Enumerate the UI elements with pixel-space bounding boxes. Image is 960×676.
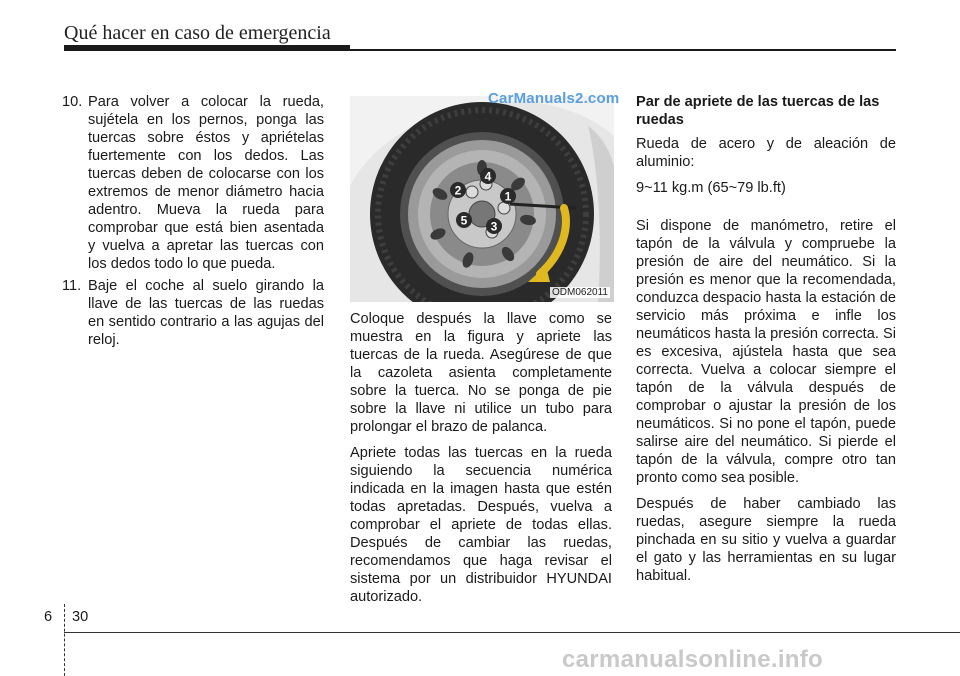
nut-number-2: 2 [454, 183, 462, 198]
list-text: Para volver a colocar la rueda, sujétela en los pernos, ponga las tuercas sobre éstos y apriételas fuertemente con los dedos. Las tuercas deben de colocarse con los extremos de menor diámetro hacia adentro. Mueva la rueda para comprobar que está bien asentada y vuelva a apretar las tuercas con los dedos todo lo que pueda. [88, 94, 324, 272]
header-rule-thin [64, 49, 896, 51]
column-left [62, 93, 324, 353]
paragraph-sequence: Apriete todas las tuercas en la rueda siguiendo la secuencia numérica indicada en la imagen hasta que estén todas apretadas. Después, vuelva a comprobar el apriete de todas ellas. Después de cambiar las ruedas, recomendamos que haga revisar el sistema por un distribuidor HYUNDAI autorizado. [350, 445, 612, 605]
list-number: 10. [62, 94, 83, 110]
nut-number-4: 4 [484, 169, 492, 184]
footer-rule [64, 632, 960, 633]
column-middle [350, 310, 612, 614]
column-right [636, 93, 896, 593]
watermark-carmanuals: CarManuals2.com [488, 90, 620, 107]
list-item-10 [62, 93, 324, 273]
wheel-illustration [350, 96, 614, 302]
nut-number-3: 3 [490, 219, 498, 234]
paragraph-torque-value: 9~11 kg.m (65~79 lb.ft) [636, 180, 786, 196]
list-text: Baje el coche al suelo girando la llave de las tuercas de las ruedas en sentido contrario a las agujas del reloj. [88, 278, 324, 348]
chapter-number: 6 [44, 609, 53, 625]
footer-divider [64, 604, 65, 676]
paragraph-wrench: Coloque después la llave como se muestra en la figura y apriete las tuercas de la rueda. Asegúrese de que la cazoleta asienta completamente sobre la tuerca. No se ponga de pie sobre la llave ni utilice un tubo para prolongar el brazo de palanca. [350, 311, 612, 435]
header-title: Qué hacer en caso de emergencia [64, 22, 331, 44]
wheel-figure [350, 96, 614, 302]
figure-code: ODM062011 [552, 287, 608, 298]
nut-number-5: 5 [460, 213, 468, 228]
nut-number-1: 1 [504, 189, 512, 204]
paragraph-rim-type: Rueda de acero y de aleación de aluminio: [636, 136, 896, 170]
paragraph-storage: Después de haber cambiado las ruedas, asegure siempre la rueda pinchada en su sitio y vuelva a guardar el gato y las herramientas en su lugar habitual. [636, 496, 896, 584]
page-number: 30 [72, 609, 89, 625]
paragraph-pressure: Si dispone de manómetro, retire el tapón de la válvula y compruebe la presión de aire del neumático. Si la presión es menor que la recomendada, conduzca despacio hasta la estación de servicio más próxima e infle los neumáticos hasta la presión correcta. Si es excesiva, ajústela hasta que sea correcta. Vuelva a colocar siempre el tapón de la válvula después de comprobar o ajustar la presión de los neumáticos. Si no pone el tapón, puede salirse aire del neumático. Si pierde el tapón de la válvula, compre otro tan pronto como sea posible. [636, 218, 896, 486]
watermark-carmanualsonline: carmanualsonline.info [562, 646, 824, 673]
list-item-11 [62, 277, 324, 349]
torque-subheading: Par de apriete de las tuercas de las ruedas [636, 94, 880, 128]
list-number: 11. [62, 278, 82, 294]
